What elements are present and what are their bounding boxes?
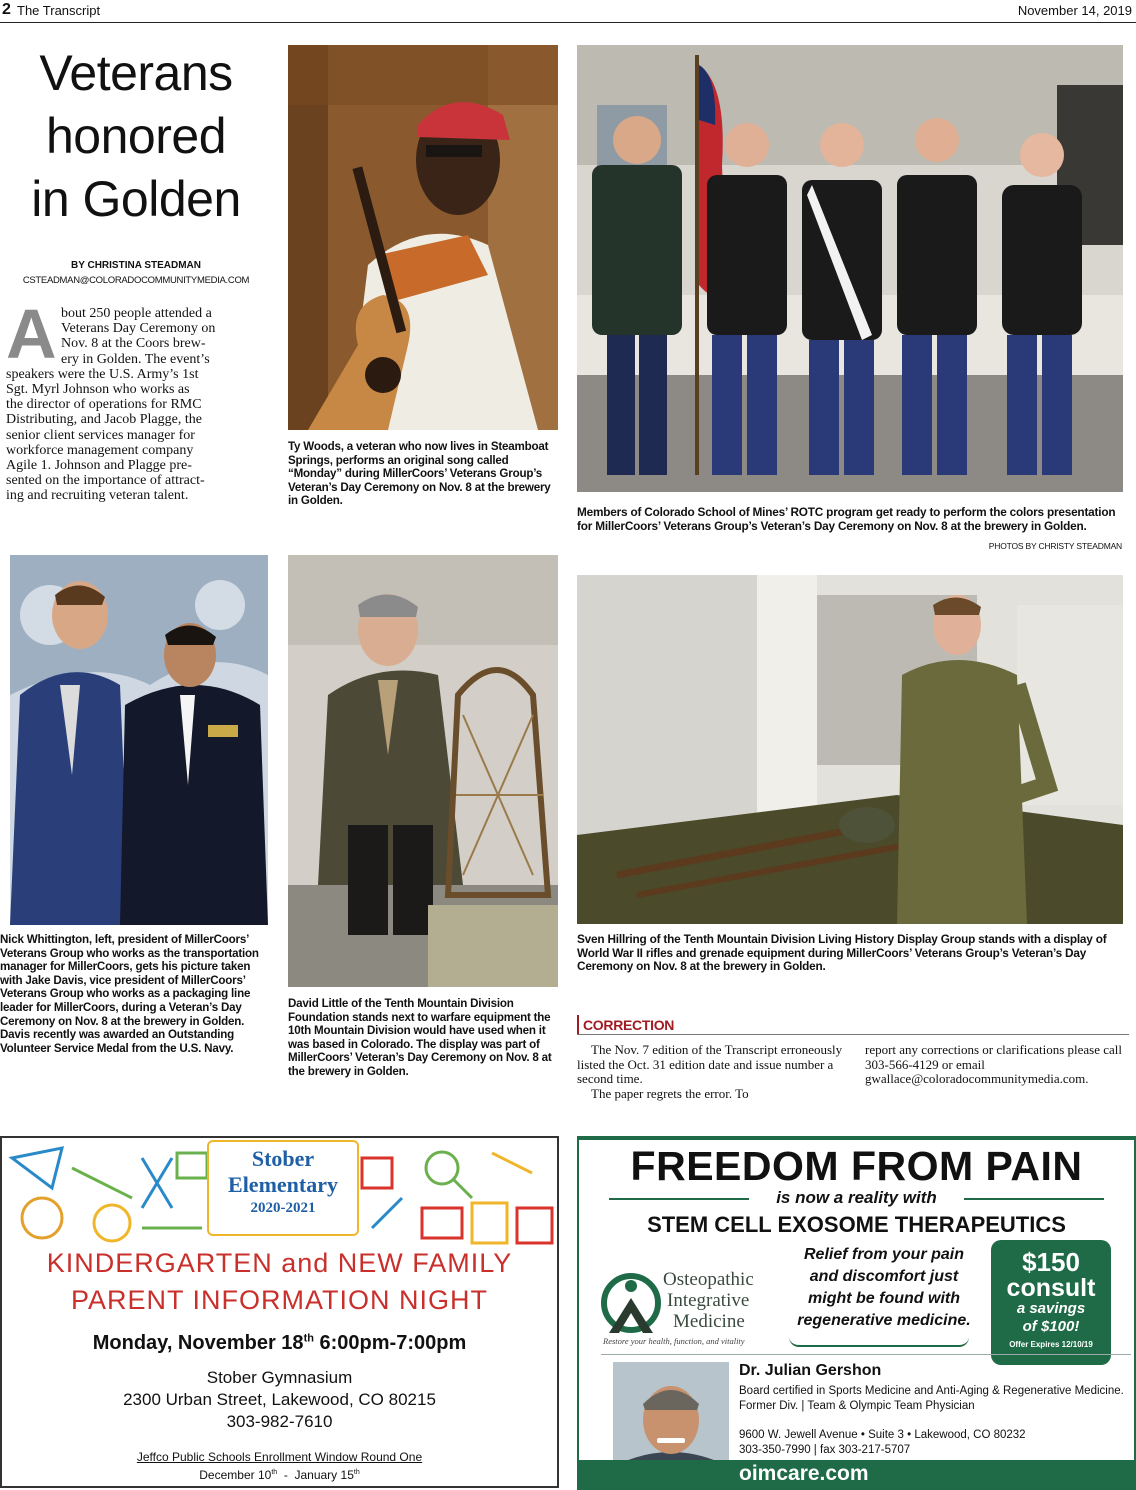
correction-col2: report any corrections or clarifications please call 303-566-4129 or email gwallace@coloradocommunitymedia.com.	[865, 1042, 1122, 1087]
caption-nick-jake: Nick Whittington, left, president of MillerCoors’ Veterans Group who works as the transportation manager for MillerCoors, gets his picture taken with Jake Davis, vice president of MillerCoors’ Veterans Group who works as a packaging line leader for MillerCoors, during a Veteran’s Day Ceremony on Nov. 8 at the brewery in Golden. Davis recently was awarded an Outstanding Volunteer Service Medal from the U.S. Navy.	[0, 933, 259, 1055]
correction-box	[577, 1015, 1129, 1115]
clinic-address: 9600 W. Jewell Avenue • Suite 3 • Lakewood, CO 80232	[739, 1429, 1026, 1441]
event-location	[0, 1367, 559, 1433]
offer-savings-2: of $100!	[1022, 1318, 1080, 1335]
photo-rotc-color-guard	[577, 45, 1123, 492]
school-badge	[207, 1140, 359, 1236]
event-venue: Stober Gymnasium	[206, 1368, 353, 1387]
correction-text: The paper regrets the error. To	[591, 1085, 749, 1101]
logo-line2: Integrative	[667, 1290, 750, 1311]
offer-expires: Offer Expires 12/10/19	[1009, 1340, 1093, 1349]
publication-name: The Transcript	[17, 3, 101, 18]
event-address: 2300 Urban Street, Lakewood, CO 80215	[123, 1390, 436, 1409]
school-year: 2020-2021	[250, 1200, 316, 1216]
body-line: bout 250 people attended a	[61, 306, 212, 321]
url-bar	[579, 1460, 1134, 1490]
pain-pitch	[779, 1244, 989, 1332]
event-phone: 303-982-7610	[226, 1412, 333, 1431]
event-title-line2: PARENT INFORMATION NIGHT	[70, 1285, 488, 1315]
event-date-sup: th	[303, 1332, 314, 1345]
photo-david-little	[288, 555, 558, 987]
photo-sven-hillring	[577, 575, 1123, 924]
oim-logo-text	[663, 1269, 754, 1332]
school-name-1: Stober	[251, 1146, 315, 1171]
doctor-bio: Board certified in Sports Medicine and Anti-Aging & Regenerative Medicine. Former Div. | Team & Olympic Team Physician	[739, 1385, 1124, 1412]
oim-logo-icon	[601, 1268, 661, 1338]
pain-subhead: is now a reality with	[776, 1188, 937, 1207]
headline-line: honored	[46, 108, 226, 164]
body-line: Agile 1. Johnson and Plagge pre-	[6, 458, 192, 474]
body-line: the director of operations for RMC	[6, 397, 202, 413]
pitch-line: regenerative medicine.	[797, 1312, 971, 1329]
logo-line3: Medicine	[673, 1311, 745, 1332]
headline	[8, 42, 264, 231]
enrollment-dates	[0, 1465, 559, 1483]
body-line: Sgt. Myrl Johnson who works as	[6, 382, 190, 398]
caption-ty-woods: Ty Woods, a veteran who now lives in Steamboat Springs, performs an original song called “Monday” during MillerCoors’ Veterans Group’s Veteran’s Day Ceremony on Nov. 8 at the brewery in Golden.	[288, 440, 551, 508]
offer-price: $150	[1022, 1247, 1080, 1277]
page-number: 2	[2, 1, 11, 18]
correction-text: The Nov. 7 edition of the Transcript erroneously listed the Oct. 31 edition date and issue number a second time.	[577, 1042, 843, 1087]
photo-nick-and-jake	[10, 555, 268, 925]
offer-savings-1: a savings	[1016, 1300, 1086, 1317]
event-date-prefix: Monday, November 18	[92, 1332, 304, 1354]
body-line: Nov. 8 at the Coors brew-	[61, 336, 206, 352]
photo-ty-woods-guitar	[288, 45, 558, 430]
event-title	[0, 1245, 559, 1319]
enrollment-end-sup: th	[353, 1469, 360, 1476]
pain-headline: FREEDOM FROM PAIN	[630, 1143, 1083, 1189]
clinic-phones: 303-350-7990 | fax 303-217-5707	[739, 1444, 911, 1456]
consult-offer-badge	[991, 1240, 1111, 1365]
oim-tagline: Restore your health, function, and vitality	[603, 1336, 745, 1346]
event-title-line1: KINDERGARTEN and NEW FAMILY	[46, 1248, 513, 1278]
body-line: ery in Golden. The event’s	[61, 351, 210, 367]
body-line: speakers were the U.S. Army’s 1st	[6, 366, 199, 382]
caption-rotc: Members of Colorado School of Mines’ ROTC program get ready to perform the colors presentation for MillerCoors’ Veterans Group’s Veteran’s Day Ceremony on Nov. 8 at the brewery in Golden.	[577, 505, 1116, 533]
caption-sven-hillring: Sven Hillring of the Tenth Mountain Division Living History Display Group stands with a display of World War II rifles and grenade equipment during MillerCoors’ Veterans Group’s Veteran’s Day Ceremony on Nov. 8 at the brewery in Golden.	[577, 932, 1107, 974]
enrollment-window	[0, 1450, 559, 1483]
doctor-name: Dr. Julian Gershon	[739, 1362, 882, 1379]
clinic-url[interactable]: oimcare.com	[739, 1462, 869, 1485]
page-header	[0, 0, 1136, 23]
correction-col1	[577, 1043, 845, 1101]
caption-david-little: David Little of the Tenth Mountain Division Foundation stands next to warfare equipment the 10th Mountain Division would have used when it was based in Colorado. The display was part of MillerCoors’ Veteran’s Day Ceremony on Nov. 8 at the brewery in Golden.	[288, 997, 552, 1078]
logo-line1: Osteopathic	[663, 1269, 754, 1290]
author-email: CSTEADMAN@COLORADOCOMMUNITYMEDIA.COM	[22, 275, 250, 286]
headline-line: Veterans	[39, 45, 233, 101]
enrollment-end: - January 15	[277, 1468, 354, 1482]
article-body	[6, 295, 268, 504]
correction-title: CORRECTION	[583, 1017, 675, 1033]
event-date-suffix: 6:00pm-7:00pm	[313, 1332, 467, 1354]
body-line: senior client services manager for	[6, 427, 195, 443]
body-line: workforce management company	[6, 442, 194, 458]
body-line: Distributing, and Jacob Plagge, the	[6, 412, 202, 428]
body-line: Veterans Day Ceremony on	[61, 321, 216, 337]
ad-freedom-from-pain	[577, 1136, 1136, 1490]
school-name-2: Elementary	[228, 1172, 338, 1197]
offer-consult: consult	[1006, 1274, 1096, 1302]
pain-therapy: STEM CELL EXOSOME THERAPEUTICS	[647, 1212, 1066, 1237]
headline-line: in Golden	[31, 171, 241, 227]
body-line: ing and recruiting veteran talent.	[6, 488, 189, 504]
photo-credit: PHOTOS BY CHRISTY STEADMAN	[988, 541, 1122, 551]
enrollment-title: Jeffco Public Schools Enrollment Window Round One	[136, 1450, 423, 1464]
pitch-line: Relief from your pain	[803, 1246, 965, 1263]
issue-date: November 14, 2019	[1017, 3, 1132, 18]
drop-cap: A	[6, 295, 57, 373]
event-date	[0, 1332, 559, 1355]
enrollment-start-sup: th	[271, 1469, 278, 1476]
enrollment-start: December 10	[199, 1468, 272, 1482]
pain-subhead-row	[609, 1188, 1104, 1210]
pitch-line: and discomfort just	[809, 1268, 959, 1285]
pitch-line: might be found with	[808, 1290, 960, 1307]
body-line: sented on the importance of attract-	[6, 473, 205, 489]
byline: BY CHRISTINA STEADMAN	[70, 260, 201, 271]
